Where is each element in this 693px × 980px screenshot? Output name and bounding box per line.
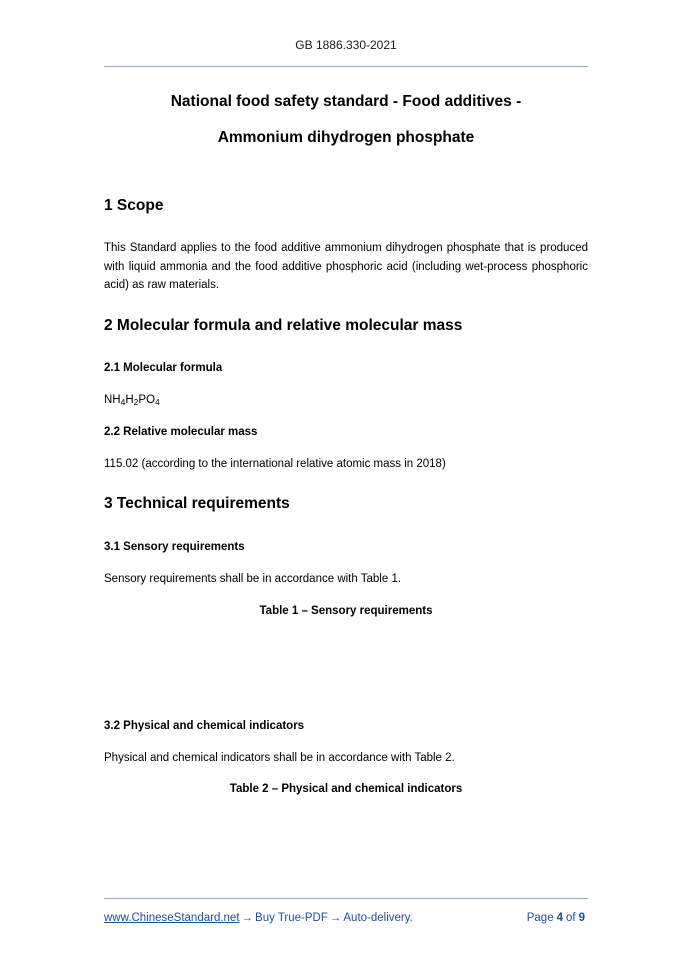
table2-caption-wrap xyxy=(104,781,588,797)
formula-sub-1: 4 xyxy=(120,397,126,407)
table1-caption-wrap xyxy=(104,603,588,619)
formula-part-2: H xyxy=(125,394,134,406)
sensory-paragraph: Sensory requirements shall be in accordance with Table 1. xyxy=(104,573,402,585)
molecular-heading: 2 Molecular formula and relative molecular mass xyxy=(104,317,463,334)
table1-placeholder xyxy=(104,630,588,710)
section-scope-heading xyxy=(104,196,588,216)
section-molecular-heading xyxy=(104,316,588,336)
section-molecular-formula-heading xyxy=(104,360,588,376)
footer-divider xyxy=(104,898,588,899)
document-header xyxy=(104,38,588,52)
table2-caption: Table 2 – Physical and chemical indicators xyxy=(229,783,463,795)
section-relative-mass-heading xyxy=(104,424,588,440)
molecular-formula xyxy=(104,391,588,409)
chemical-formula xyxy=(104,391,588,409)
footer-links[interactable] xyxy=(104,912,413,924)
relative-mass-paragraph: 115.02 (according to the international relative atomic mass in 2018) xyxy=(104,458,446,470)
page-indicator xyxy=(527,912,588,924)
relative-mass-heading: 2.2 Relative molecular mass xyxy=(104,426,258,438)
section-relative-mass-body xyxy=(104,455,588,474)
of-label: of xyxy=(566,912,576,924)
formula-sub-3: 4 xyxy=(155,397,160,407)
page-number: 4 xyxy=(556,912,563,924)
section-sensory-body xyxy=(104,570,588,589)
standard-code: GB 1886.330-2021 xyxy=(295,38,397,52)
scope-paragraph: This Standard applies to the food additive ammonium dihydrogen phosphate that is produced with liquid ammonia and the food additive phosphoric acid (including wet-process phosphoric acid) as raw materials. xyxy=(104,242,588,291)
document-title xyxy=(104,84,588,156)
scope-heading: 1 Scope xyxy=(104,197,164,214)
table1-caption: Table 1 – Sensory requirements xyxy=(259,605,433,617)
arrow-icon-1: → xyxy=(241,912,254,924)
formula-part-1: NH xyxy=(104,394,121,406)
arrow-icon-2: → xyxy=(329,912,342,924)
molecular-formula-heading: 2.1 Molecular formula xyxy=(104,362,223,374)
section-physchem-body xyxy=(104,749,588,768)
header-divider xyxy=(104,66,588,67)
title-line-2: Ammonium dihydrogen phosphate xyxy=(217,129,475,146)
section-technical-heading xyxy=(104,494,588,514)
website-link[interactable]: www.ChineseStandard.net xyxy=(104,912,240,924)
section-physchem-heading xyxy=(104,718,588,734)
formula-sub-2: 2 xyxy=(133,397,139,407)
physchem-paragraph: Physical and chemical indicators shall be in accordance with Table 2. xyxy=(104,752,455,764)
page-label: Page xyxy=(526,912,554,924)
table2-placeholder xyxy=(104,808,588,888)
title-line-1: National food safety standard - Food additives - xyxy=(170,93,522,110)
page-total: 9 xyxy=(578,912,585,924)
physchem-heading: 3.2 Physical and chemical indicators xyxy=(104,720,305,732)
section-scope-body xyxy=(104,239,588,295)
formula-part-3: PO xyxy=(138,394,156,406)
auto-delivery-text: Auto-delivery. xyxy=(343,912,413,924)
section-sensory-heading xyxy=(104,539,588,555)
buy-pdf-link[interactable]: Buy True-PDF xyxy=(255,912,328,924)
technical-heading: 3 Technical requirements xyxy=(104,495,290,512)
sensory-heading: 3.1 Sensory requirements xyxy=(104,541,245,553)
